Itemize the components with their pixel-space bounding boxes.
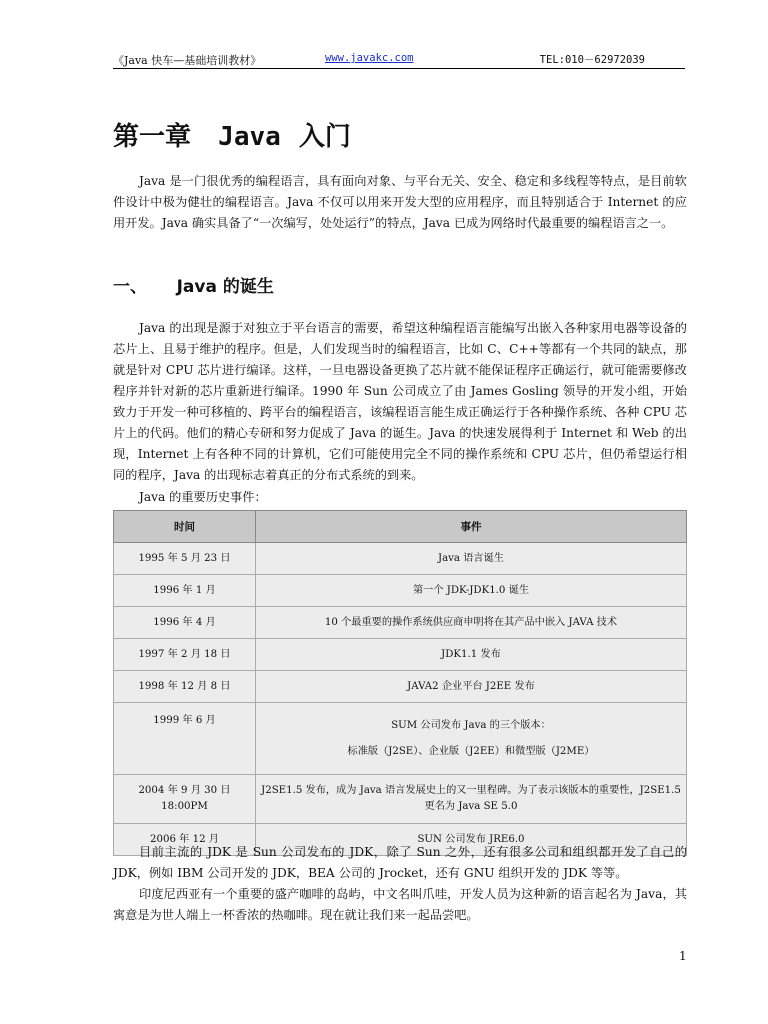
table-cell-date: 1997 年 2 月 18 日 xyxy=(114,639,256,671)
table-cell-date: 1995 年 5 月 23 日 xyxy=(114,543,256,575)
table-row xyxy=(114,575,687,607)
table-cell-date: 1996 年 4 月 xyxy=(114,607,256,639)
table-row xyxy=(114,703,687,775)
intro-paragraph: Java 是一门很优秀的编程语言，具有面向对象、与平台无关、安全、稳定和多线程等特点，是目前软件设计中极为健壮的编程语言。Java 不仅可以用来开发大型的应用程序，而且特别适合于 Internet 的应用开发。Java 确实具备了“一次编写，处处运行”的特点，Java 已成为网络时代最重要的编程语言之一。 xyxy=(113,174,687,230)
table-row xyxy=(114,671,687,703)
table-cell-event: JAVA2 企业平台 J2EE 发布 xyxy=(256,671,687,703)
chapter-title xyxy=(113,116,351,153)
table-cell-date: 2006 年 12 月 xyxy=(114,824,256,856)
header-telephone: TEL:010－62972039 xyxy=(539,54,645,66)
table-row xyxy=(114,775,687,824)
header-website-link[interactable]: www.javakc.com xyxy=(325,52,414,64)
table-header-time: 时间 xyxy=(114,511,256,543)
table-header-row xyxy=(114,511,687,543)
section-heading xyxy=(113,272,274,297)
table-cell-event: 第一个 JDK-JDK1.0 诞生 xyxy=(256,575,687,607)
table-cell-event: SUN 公司发布 JRE6.0 xyxy=(256,824,687,856)
chapter-suffix: 入门 xyxy=(298,122,351,152)
chapter-word: Java xyxy=(218,122,281,152)
header-book-title: 《Java 快车—基础培训教材》 xyxy=(113,54,262,67)
history-table xyxy=(113,510,687,856)
table-cell-date: 1998 年 12 月 8 日 xyxy=(114,671,256,703)
table-cell-date: 1996 年 1 月 xyxy=(114,575,256,607)
table-cell-event: 10 个最重要的操作系统供应商申明将在其产品中嵌入 JAVA 技术 xyxy=(256,607,687,639)
table-cell-event: J2SE1.5 发布，成为 Java 语言发展史上的又一里程碑。为了表示该版本的重要性，J2SE1.5 更名为 Java SE 5.0 xyxy=(256,775,687,824)
event-line: SUM 公司发布 Java 的三个版本： xyxy=(391,719,551,731)
table-row xyxy=(114,543,687,575)
event-line: 标准版（J2SE）、企业版（J2EE）和微型版（J2ME） xyxy=(347,745,595,757)
table-row xyxy=(114,607,687,639)
table-cell-event xyxy=(256,703,687,775)
table-row xyxy=(114,639,687,671)
date-line: 2004 年 9 月 30 日 xyxy=(138,785,231,796)
page-header xyxy=(113,50,685,69)
section-number: 一、 xyxy=(113,277,147,297)
time-line: 18:00PM xyxy=(161,801,208,812)
jdk-paragraph: 目前主流的 JDK 是 Sun 公司发布的 JDK，除了 Sun 之外，还有很多公司和组织都开发了自己的 JDK，例如 IBM 公司开发的 JDK，BEA 公司的 Jrocket，还有 GNU 组织开发的 JDK 等等。 xyxy=(113,845,687,880)
table-cell-event: Java 语言诞生 xyxy=(256,543,687,575)
events-intro: Java 的重要历史事件： xyxy=(139,490,267,504)
table-header-event: 事件 xyxy=(256,511,687,543)
table-cell-date xyxy=(114,775,256,824)
section-title-text: Java 的诞生 xyxy=(176,277,274,297)
chapter-prefix: 第一章 xyxy=(113,122,192,152)
birth-paragraph: Java 的出现是源于对独立于平台语言的需要，希望这种编程语言能编写出嵌入各种家用电器等设备的芯片上、且易于维护的程序。但是，人们发现当时的编程语言，比如 C、C++等都有一个共同的缺点，那就是针对 CPU 芯片进行编译。这样，一旦电器设备更换了芯片就不能保证程序正确运行，就可能需要修改程序并针对新的芯片重新进行编译。1990 年 Sun 公司成立了由 James Gosling 领导的开发小组，开始致力于开发一种可移植的、跨平台的编程语言，该编程语言能生成正确运行于各种操作系统、各种 CPU 芯片上的代码。他们的精心专研和努力促成了 Java 的诞生。Java 的快速发展得利于 Internet 和 Web 的出现，Internet 上有各种不同的计算机，它们可能使用完全不同的操作系统和 CPU 芯片，但仍希望运行相同的程序，Java 的出现标志着真正的分布式系统的到来。 xyxy=(113,321,687,482)
table-cell-event: JDK1.1 发布 xyxy=(256,639,687,671)
page-number: 1 xyxy=(679,949,687,963)
table-cell-date: 1999 年 6 月 xyxy=(114,703,256,775)
name-origin-paragraph: 印度尼西亚有一个重要的盛产咖啡的岛屿，中文名叫爪哇，开发人员为这种新的语言起名为 Java，其寓意是为世人端上一杯香浓的热咖啡。现在就让我们来一起品尝吧。 xyxy=(113,887,687,922)
